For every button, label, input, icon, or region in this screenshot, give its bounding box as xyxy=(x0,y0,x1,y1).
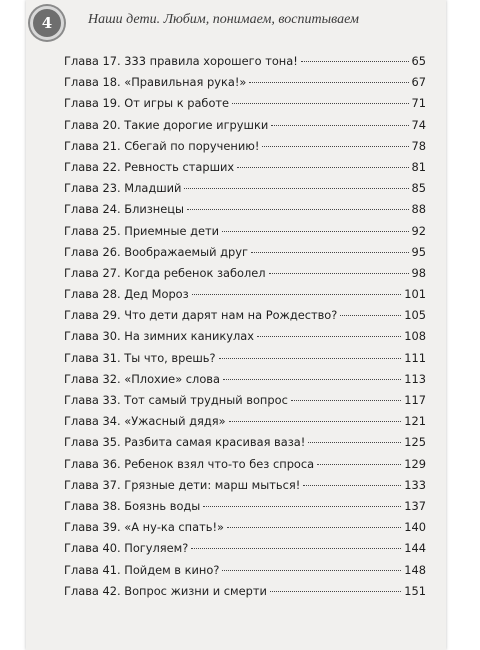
dot-leader xyxy=(270,591,401,592)
dot-leader xyxy=(308,442,401,443)
toc-entry xyxy=(64,329,426,350)
toc-entry-page: 74 xyxy=(411,117,426,132)
dot-leader xyxy=(227,527,401,528)
dot-leader xyxy=(262,146,408,147)
toc-entry xyxy=(64,181,426,202)
toc-entry-page: 140 xyxy=(404,520,426,535)
dot-leader xyxy=(303,485,401,486)
toc-entry xyxy=(64,563,426,584)
toc-entry-page: 65 xyxy=(411,54,426,68)
toc-entry-title: Глава 42. Вопрос жизни и смерти xyxy=(64,583,267,598)
toc-entry-title: Глава 23. Младший xyxy=(64,181,182,196)
toc-entry-title: Глава 20. Такие дорогие игрушки xyxy=(64,117,269,132)
toc-entry-page: 85 xyxy=(411,181,426,196)
toc-entry xyxy=(64,160,426,181)
toc-entry-title: Глава 41. Пойдем в кино? xyxy=(64,562,220,577)
dot-leader xyxy=(222,570,401,571)
toc-entry xyxy=(64,393,426,414)
toc-entry-title: Глава 26. Воображаемый друг xyxy=(64,244,248,259)
toc-entry-title: Глава 24. Близнецы xyxy=(64,202,185,217)
toc-entry-title: Глава 33. Тот самый трудный вопрос xyxy=(64,393,288,407)
toc-entry xyxy=(64,499,426,520)
dot-leader xyxy=(251,252,409,253)
dot-leader xyxy=(191,548,401,549)
toc-entry xyxy=(64,224,426,245)
toc-entry xyxy=(64,202,426,223)
dot-leader xyxy=(203,506,401,507)
toc-entry-title: Глава 37. Грязные дети: марш мыться! xyxy=(64,477,301,492)
toc-entry-page: 113 xyxy=(404,371,426,386)
dot-leader xyxy=(257,336,401,337)
toc-entry-title: Глава 38. Боязнь воды xyxy=(64,498,201,513)
toc-entry xyxy=(64,287,426,308)
toc-entry-page: 129 xyxy=(404,456,426,471)
page-number-badge: 4 xyxy=(30,6,64,40)
toc-entry-page: 92 xyxy=(411,223,426,238)
dot-leader xyxy=(223,379,401,380)
toc-entry-page: 137 xyxy=(404,498,426,513)
toc-entry-page: 105 xyxy=(404,308,426,323)
toc-entry-title: Глава 19. От игры к работе xyxy=(64,96,230,111)
toc-entry-title: Глава 36. Ребенок взял что-то без спроса xyxy=(64,456,315,471)
dot-leader xyxy=(184,188,408,189)
toc-entry xyxy=(64,541,426,562)
toc-entry-title: Глава 39. «А ну-ка спать!» xyxy=(64,520,224,535)
toc-entry xyxy=(64,266,426,287)
book-page xyxy=(26,0,446,650)
toc-entry-page: 95 xyxy=(411,244,426,259)
toc-entry-page: 98 xyxy=(411,265,426,280)
toc-entry-title: Глава 22. Ревность старших xyxy=(64,159,235,174)
dot-leader xyxy=(301,61,409,62)
toc-entry xyxy=(64,75,426,96)
toc-entry-page: 71 xyxy=(411,96,426,111)
toc-entry-title: Глава 18. «Правильная рука!» xyxy=(64,75,247,90)
toc-entry-page: 151 xyxy=(404,583,426,598)
dot-leader xyxy=(271,125,408,126)
toc-entry-page: 148 xyxy=(404,562,426,577)
toc-entry xyxy=(64,372,426,393)
toc-entry-title: Глава 40. Погуляем? xyxy=(64,541,189,556)
toc-entry-page: 144 xyxy=(404,541,426,556)
toc-entry xyxy=(64,54,426,75)
toc-entry-page: 111 xyxy=(404,350,426,365)
toc-entry-title: Глава 32. «Плохие» слова xyxy=(64,371,220,386)
toc-entry-title: Глава 31. Ты что, врешь? xyxy=(64,350,216,365)
toc-entry-title: Глава 30. На зимних каникулах xyxy=(64,329,255,344)
toc-entry-page: 101 xyxy=(404,287,426,302)
toc-entry-page: 125 xyxy=(404,435,426,450)
dot-leader xyxy=(249,82,408,83)
toc-entry xyxy=(64,414,426,435)
dot-leader xyxy=(229,421,402,422)
toc-entry-title: Глава 35. Разбита самая красивая ваза! xyxy=(64,435,306,450)
toc-entry-page: 78 xyxy=(411,138,426,153)
toc-entry-title: Глава 17. 333 правила хорошего тона! xyxy=(64,54,298,68)
toc-entry xyxy=(64,96,426,117)
dot-leader xyxy=(232,103,408,104)
toc-entry xyxy=(64,520,426,541)
toc-entry xyxy=(64,351,426,372)
toc-entry xyxy=(64,308,426,329)
toc-entry-title: Глава 28. Дед Мороз xyxy=(64,287,189,302)
toc-entry-title: Глава 25. Приемные дети xyxy=(64,223,220,238)
dot-leader xyxy=(237,167,408,168)
dot-leader xyxy=(222,231,408,232)
dot-leader xyxy=(317,464,401,465)
dot-leader xyxy=(269,273,409,274)
running-title: Наши дети. Любим, понимаем, воспитываем xyxy=(88,12,359,27)
toc-entry xyxy=(64,139,426,160)
toc-entry-page: 133 xyxy=(404,477,426,492)
toc-entry-title: Глава 29. Что дети дарят нам на Рождество? xyxy=(64,308,338,323)
toc-entry-title: Глава 21. Сбегай по поручению! xyxy=(64,138,260,153)
toc-entry xyxy=(64,435,426,456)
page-header xyxy=(26,6,446,40)
toc-entry-title: Глава 34. «Ужасный дядя» xyxy=(64,414,226,429)
table-of-contents xyxy=(64,54,426,605)
toc-entry-page: 88 xyxy=(411,202,426,217)
toc-entry-page: 67 xyxy=(411,75,426,90)
dot-leader xyxy=(192,294,402,295)
toc-entry-page: 108 xyxy=(404,329,426,344)
dot-leader xyxy=(187,209,408,210)
toc-entry xyxy=(64,245,426,266)
dot-leader xyxy=(291,400,401,401)
toc-entry xyxy=(64,118,426,139)
dot-leader xyxy=(219,358,402,359)
toc-entry-page: 81 xyxy=(411,159,426,174)
toc-entry-page: 121 xyxy=(404,414,426,429)
dot-leader xyxy=(340,315,401,316)
toc-entry-title: Глава 27. Когда ребенок заболел xyxy=(64,265,266,280)
toc-entry xyxy=(64,584,426,605)
toc-entry xyxy=(64,478,426,499)
toc-entry xyxy=(64,457,426,478)
toc-entry-page: 117 xyxy=(404,393,426,407)
